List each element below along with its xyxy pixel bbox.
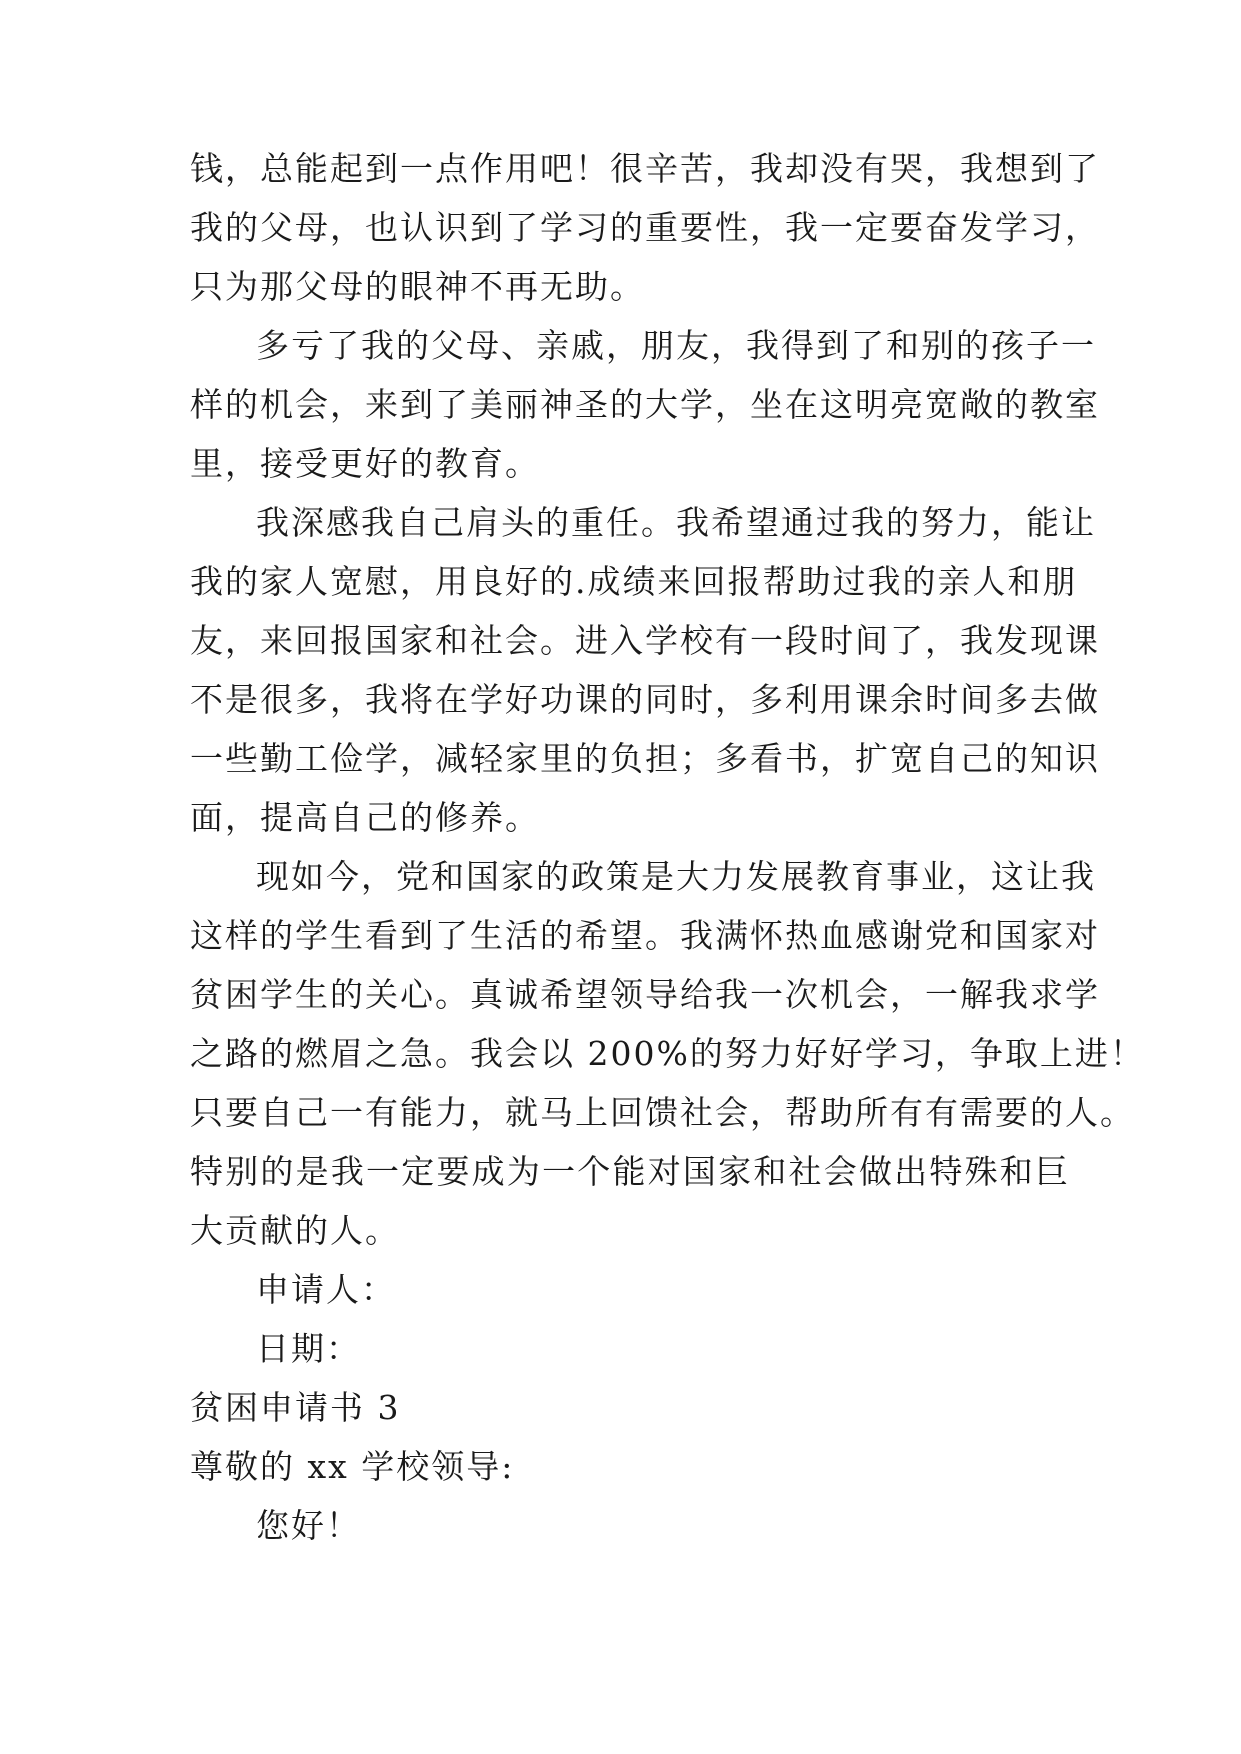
greeting: 您好！ xyxy=(256,1506,361,1545)
paragraph-line: 现如今，党和国家的政策是大力发展教育事业，这让我 xyxy=(256,857,1096,896)
paragraph-line: 面，提高自己的修养。 xyxy=(190,798,540,837)
paragraph-line: 一些勤工俭学，减轻家里的负担；多看书，扩宽自己的知识 xyxy=(190,739,1100,778)
paragraph-line: 只要自己一有能力，就马上回馈社会，帮助所有有需要的人。 xyxy=(190,1093,1135,1132)
salutation: 尊敬的 xx 学校领导: xyxy=(190,1447,515,1486)
date-label: 日期： xyxy=(256,1329,361,1368)
paragraph-line: 里，接受更好的教育。 xyxy=(190,444,540,483)
paragraph-line: 不是很多，我将在学好功课的同时，多利用课余时间多去做 xyxy=(190,680,1100,719)
paragraph-line: 我的家人宽慰，用良好的.成绩来回报帮助过我的亲人和朋 xyxy=(190,562,1078,601)
paragraph-line: 只为那父母的眼神不再无助。 xyxy=(190,267,645,306)
paragraph-line: 特别的是我一定要成为一个能对国家和社会做出特殊和巨 xyxy=(190,1152,1070,1191)
paragraph-line: 这样的学生看到了生活的希望。我满怀热血感谢党和国家对 xyxy=(190,916,1100,955)
paragraph-line: 样的机会，来到了美丽神圣的大学，坐在这明亮宽敞的教室 xyxy=(190,385,1100,424)
paragraph-line: 之路的燃眉之急。我会以 200%的努力好好学习，争取上进！ xyxy=(190,1034,1145,1073)
paragraph-line: 大贡献的人。 xyxy=(190,1211,400,1250)
applicant-label: 申请人： xyxy=(256,1270,396,1309)
paragraph-line: 钱，总能起到一点作用吧！很辛苦，我却没有哭，我想到了 xyxy=(190,149,1100,188)
paragraph-line: 我深感我自己肩头的重任。我希望通过我的努力，能让 xyxy=(256,503,1096,542)
paragraph-line: 友，来回报国家和社会。进入学校有一段时间了，我发现课 xyxy=(190,621,1100,660)
section-title: 贫困申请书 3 xyxy=(190,1388,401,1427)
paragraph-line: 贫困学生的关心。真诚希望领导给我一次机会，一解我求学 xyxy=(190,975,1100,1014)
paragraph-line: 我的父母，也认识到了学习的重要性，我一定要奋发学习， xyxy=(190,208,1100,247)
paragraph-line: 多亏了我的父母、亲戚，朋友，我得到了和别的孩子一 xyxy=(256,326,1096,365)
